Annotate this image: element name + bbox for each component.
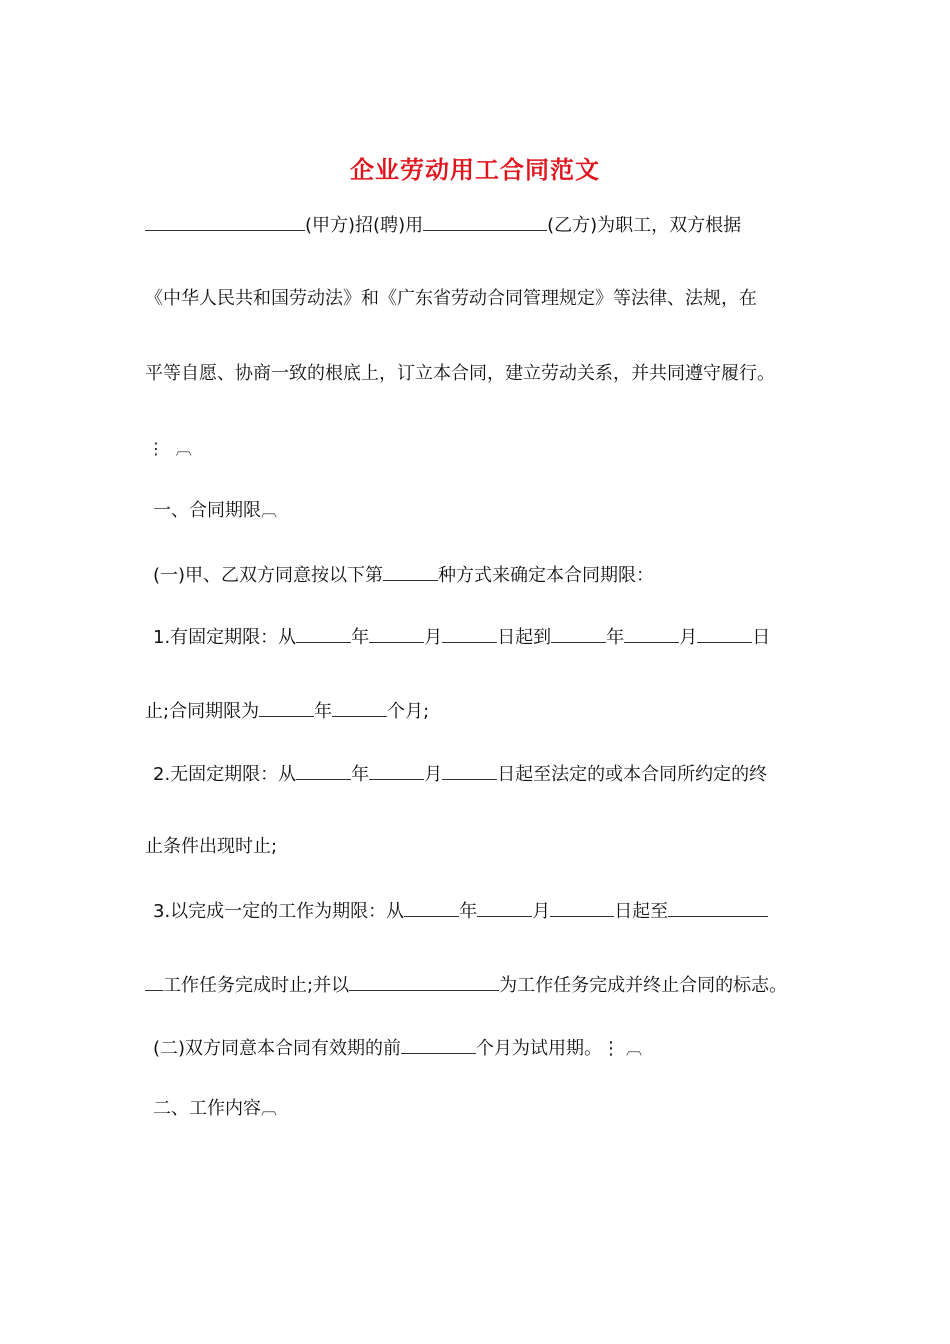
text-segment: 日起至法定的或本合同所约定的终 bbox=[497, 764, 768, 785]
text-segment: 一、合同期限 bbox=[153, 500, 261, 521]
end-month-blank[interactable] bbox=[624, 624, 679, 643]
party-a-blank[interactable] bbox=[145, 212, 305, 231]
ellipsis-mark: ⋮ bbox=[148, 439, 164, 458]
text-segment: 个月; bbox=[387, 701, 430, 722]
text-segment: (乙方)为职工，双方根据 bbox=[547, 215, 742, 236]
text-segment: 月 bbox=[424, 764, 443, 785]
open-start-year-blank[interactable] bbox=[296, 761, 351, 780]
paragraph-line bbox=[145, 972, 787, 996]
probation-months-blank[interactable] bbox=[401, 1035, 476, 1054]
document-title: 企业劳动用工合同范文 bbox=[350, 155, 600, 184]
text-segment: 二、工作内容 bbox=[153, 1098, 261, 1119]
text-segment: 个月为试用期。⋮ bbox=[476, 1038, 621, 1059]
task-completion-mark-blank[interactable] bbox=[349, 972, 499, 991]
paragraph-line bbox=[153, 562, 654, 586]
paragraph-line bbox=[148, 437, 192, 461]
text-segment: 年 bbox=[351, 627, 370, 648]
text-segment: 年 bbox=[351, 764, 370, 785]
paragraph-mark-icon: ︹ bbox=[626, 1039, 643, 1058]
text-segment: 《中华人民共和国劳动法》和《广东省劳动合同管理规定》等法律、法规，在 bbox=[145, 288, 757, 309]
paragraph-line bbox=[145, 835, 277, 859]
term-years-blank[interactable] bbox=[259, 698, 314, 717]
term-months-blank[interactable] bbox=[332, 698, 387, 717]
text-segment: 1.有固定期限：从 bbox=[153, 627, 297, 648]
text-segment: 日起至 bbox=[614, 901, 669, 922]
text-segment: 月 bbox=[532, 901, 551, 922]
end-year-blank[interactable] bbox=[551, 624, 606, 643]
section-heading bbox=[153, 499, 277, 523]
paragraph-line bbox=[153, 898, 768, 922]
paragraph-line bbox=[153, 624, 770, 648]
task-end-blank[interactable] bbox=[668, 898, 768, 917]
text-segment: 日 bbox=[752, 627, 771, 648]
paragraph-line bbox=[153, 761, 767, 785]
task-start-month-blank[interactable] bbox=[477, 898, 532, 917]
paragraph-line bbox=[145, 362, 775, 386]
text-segment: 止条件出现时止; bbox=[145, 836, 278, 857]
text-segment: (一)甲、乙双方同意按以下第 bbox=[153, 565, 384, 586]
text-segment: (二)双方同意本合同有效期的前 bbox=[153, 1038, 402, 1059]
text-segment: 3.以完成一定的工作为期限：从 bbox=[153, 901, 405, 922]
task-end-continued-blank[interactable] bbox=[145, 972, 163, 991]
paragraph-line bbox=[153, 1035, 642, 1059]
paragraph-line bbox=[145, 212, 741, 236]
text-segment: 年 bbox=[459, 901, 478, 922]
text-segment: 止;合同期限为 bbox=[145, 701, 260, 722]
start-day-blank[interactable] bbox=[442, 624, 497, 643]
paragraph-mark-icon: ︹ bbox=[175, 439, 192, 458]
end-day-blank[interactable] bbox=[697, 624, 752, 643]
text-segment: 为工作任务完成并终止合同的标志。 bbox=[499, 975, 788, 996]
text-segment: 2.无固定期限：从 bbox=[153, 764, 297, 785]
text-segment: 平等自愿、协商一致的根底上，订立本合同，建立劳动关系，并共同遵守履行。 bbox=[145, 363, 775, 384]
text-segment: 月 bbox=[424, 627, 443, 648]
task-start-day-blank[interactable] bbox=[550, 898, 614, 917]
paragraph-line bbox=[145, 698, 429, 722]
text-segment: 月 bbox=[679, 627, 698, 648]
paragraph-mark-icon: ︹ bbox=[261, 1099, 278, 1118]
start-month-blank[interactable] bbox=[369, 624, 424, 643]
start-year-blank[interactable] bbox=[296, 624, 351, 643]
task-start-year-blank[interactable] bbox=[404, 898, 459, 917]
paragraph-mark-icon: ︹ bbox=[261, 501, 278, 520]
text-segment: 年 bbox=[606, 627, 625, 648]
text-segment: (甲方)招(聘)用 bbox=[305, 215, 424, 236]
party-b-blank[interactable] bbox=[423, 212, 547, 231]
open-start-day-blank[interactable] bbox=[442, 761, 497, 780]
section-heading bbox=[153, 1097, 277, 1121]
text-segment: 种方式来确定本合同期限： bbox=[438, 565, 655, 586]
paragraph-line bbox=[145, 287, 757, 311]
text-segment: 日起到 bbox=[497, 627, 552, 648]
text-segment: 年 bbox=[314, 701, 333, 722]
method-number-blank[interactable] bbox=[383, 562, 438, 581]
text-segment: 工作任务完成时止;并以 bbox=[163, 975, 350, 996]
open-start-month-blank[interactable] bbox=[369, 761, 424, 780]
